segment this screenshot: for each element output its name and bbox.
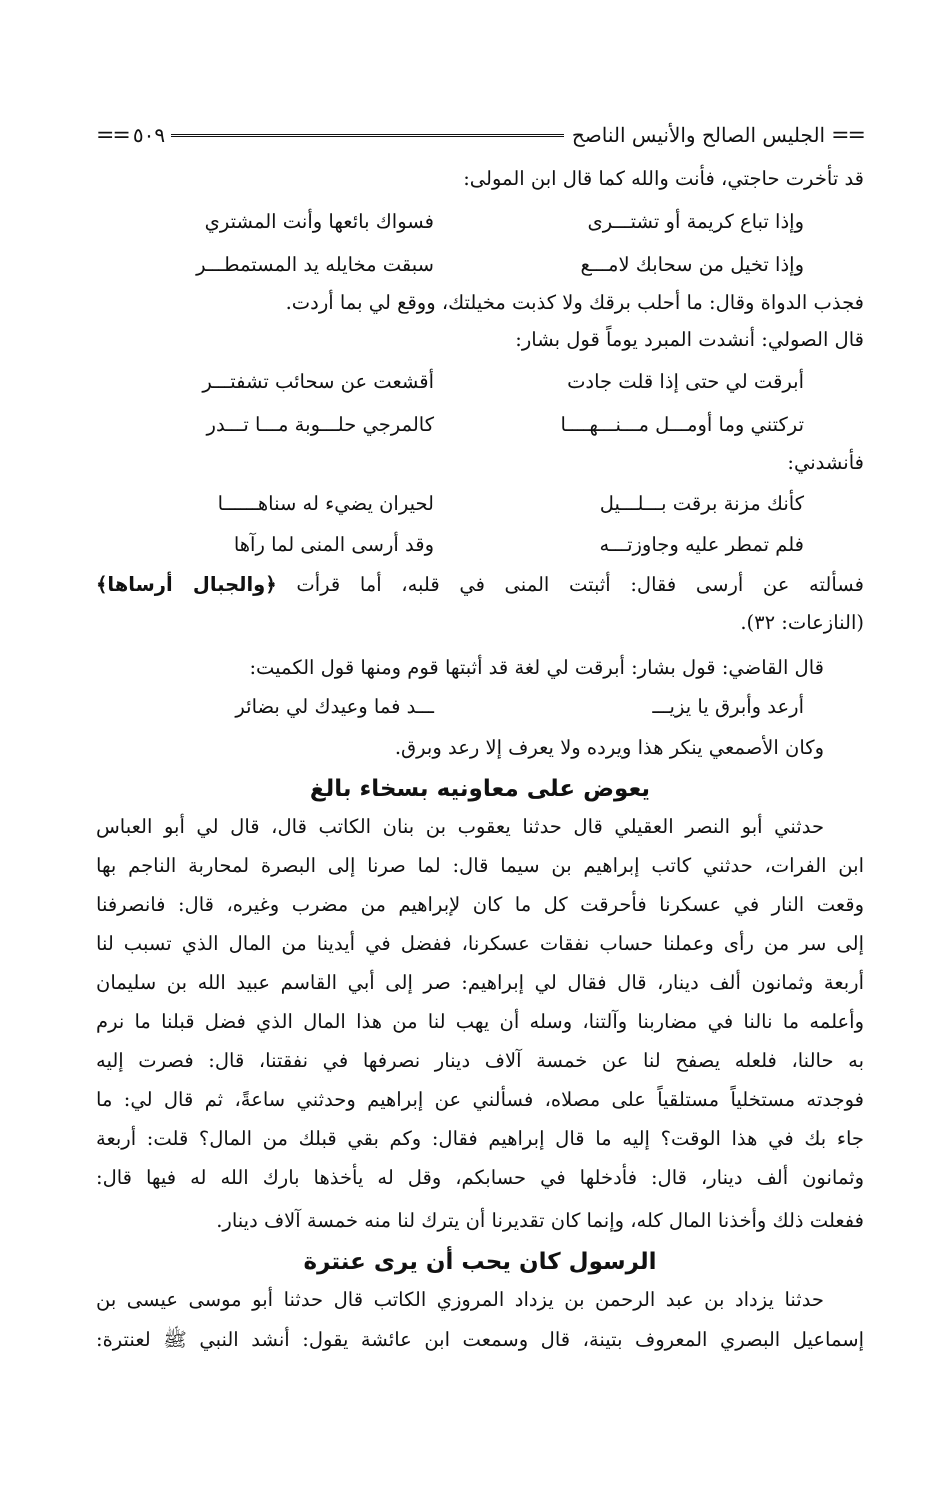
verse-second-half: لحيران يضيء له سناهــــــا (217, 492, 434, 515)
page-number: ٥٠٩ (132, 123, 166, 147)
text-line: قال القاضي: قول بشار: أبرقت لي لغة قد أثبتها قوم ومنها قول الكميت: (249, 656, 824, 679)
text-line: وكان الأصمعي ينكر هذا ويرده ولا يعرف إلا رعد وبرق. (394, 736, 824, 759)
verse-second-half: سبقت مخايله يد المستمطـــر (196, 253, 434, 276)
verse-line (96, 692, 864, 722)
verse-second-half: كالمرجي حلـــوبة مـــا تـــدر (206, 413, 434, 436)
verse-first-half: وإذا تخيل من سحابك لامـــع (580, 253, 804, 276)
verse-first-half: أبرقت لي حتى إذا قلت جادت (567, 370, 804, 393)
text-line: فجذب الدواة وقال: ما أحلب برقك ولا كذبت مخيلتك، ووقع لي بما أردت. (285, 291, 864, 314)
section-heading: يعوض على معاونيه بسخاء بالغ (309, 776, 651, 802)
text-span: فسألته عن أرسى فقال: أثبتت المنى في قلبه، أما قرأت (276, 573, 864, 596)
paragraph-line: حدثني أبو النصر العقيلي قال حدثنا يعقوب بن بنان الكاتب قال، قال لي أبو العباس (96, 815, 824, 838)
text-line: قد تأخرت حاجتي، فأنت والله كما قال ابن المولى: (463, 167, 864, 190)
verse-second-half: أقشعت عن سحائب تشفتـــر (202, 370, 434, 393)
paragraph-line: وثمانون ألف دينار، قال: فأدخلها في حسابكم، وقل له يأخذها بارك الله له فيها قال: (96, 1166, 864, 1189)
verse-line (96, 489, 864, 519)
paragraph-line: ابن الفرات، حدثني كاتب إبراهيم بن سيما قال: لما صرنا إلى البصرة لمحاربة الناجم بها (96, 854, 864, 877)
verse-first-half: تركتني وما أومـــل مـــنـــهــــا (560, 413, 804, 436)
verse-line (96, 530, 864, 560)
paragraph-line: أربعة وثمانون ألف دينار، قال فقال لي إبراهيم: صر إلى أبي القاسم عبيد الله بن سليمان (96, 971, 864, 994)
header-left-mark: == (96, 122, 129, 148)
paragraph-line: إسماعيل البصري المعروف بتينة، قال وسمعت ابن عائشة يقول: أنشد النبي ﷺ لعنترة: (96, 1328, 864, 1351)
header-rule (171, 134, 564, 137)
running-header (96, 118, 864, 152)
paragraph-line: وأعلمه ما نالنا في مضاربنا وآلتنا، وسله أن يهب لنا من هذا المال الذي فضل قبلنا ما نرم (96, 1010, 864, 1033)
text-line: قال الصولي: أنشدت المبرد يوماً قول بشار: (515, 328, 864, 351)
text-line: (النازعات: ٣٢). (740, 611, 864, 634)
paragraph-line: فوجدته مستخلياً مستلقياً على مصلاه، فسألني عن إبراهيم وحدثني ساعةً، ثم قال لي: ما (96, 1088, 864, 1111)
book-title: الجليس الصالح والأنيس الناصح (571, 123, 826, 147)
verse-first-half: كأنك مزنة برقت بـــلـــيل (599, 492, 804, 515)
verse-second-half: فسواك بائعها وأنت المشتري (204, 210, 434, 233)
verse-line (96, 250, 864, 280)
verse-second-half: وقد أرسى المنى لما رآها (233, 533, 434, 556)
paragraph-line: جاء بك في هذا الوقت؟ إليه ما قال إبراهيم فقال: وكم بقي قبلك من المال؟ قلت: أربعة (96, 1127, 864, 1150)
verse-line (96, 207, 864, 237)
verse-second-half: ـــد فما وعيدك لي بضائر (235, 695, 434, 718)
verse-line (96, 367, 864, 397)
verse-first-half: أرعد وأبرق يا يزيـــ (652, 695, 804, 718)
verse-first-half: فلم تمطر عليه وجاوزتـــه (599, 533, 804, 556)
text-line (96, 570, 864, 600)
paragraph-line: إلى سر من رأى وعملنا حساب نفقات عسكرنا، ففضل في أيدينا من المال الذي تسبب لنا (96, 932, 864, 955)
header-right-mark: == (831, 122, 864, 148)
verse-line (96, 410, 864, 440)
verse-first-half: وإذا تباع كريمة أو تشتـــرى (587, 210, 804, 233)
paragraph-line: وقعت النار في عسكرنا فأحرقت كل ما كان لإبراهيم من مضرب وغيره، قال: فانصرفنا (96, 893, 864, 916)
section-heading: الرسول كان يحب أن يرى عنترة (303, 1249, 657, 1275)
paragraph-line: به حالنا، فلعله يصفح لنا عن خمسة آلاف دينار نصرفها في نفقتنا، قال: فصرت إليه (96, 1049, 864, 1072)
paragraph-line: ففعلت ذلك وأخذنا المال كله، وإنما كان تقديرنا أن يترك لنا منه خمسة آلاف دينار. (216, 1209, 864, 1232)
text-line: فأنشدني: (787, 451, 864, 474)
quran-quote: ﴿والجبال أرساها﴾ (96, 573, 277, 596)
paragraph-line: حدثنا يزداد بن عبد الرحمن بن يزداد المروزي الكاتب قال حدثنا أبو موسى عيسى بن (96, 1288, 824, 1311)
